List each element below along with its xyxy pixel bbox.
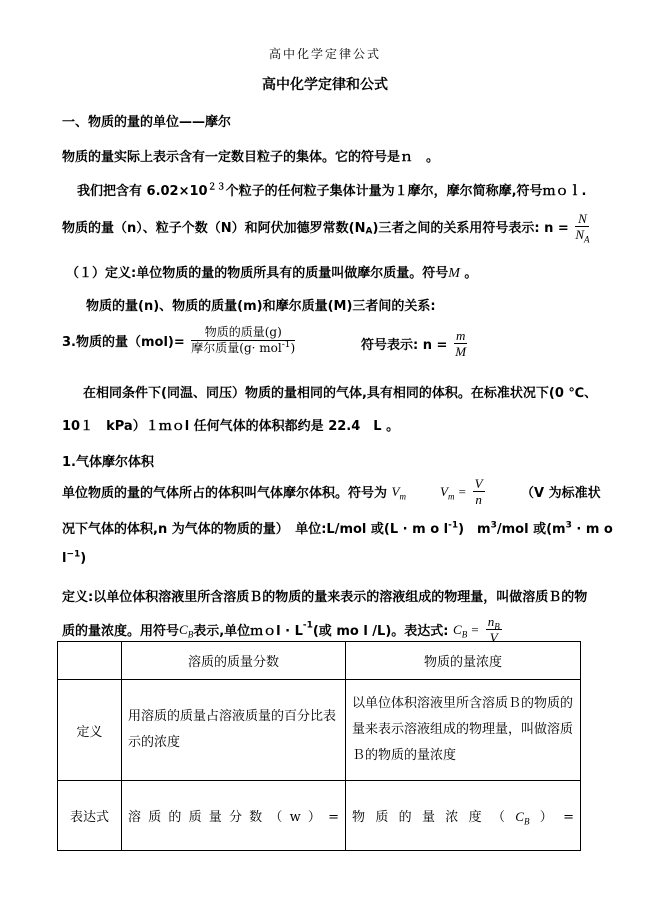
table-row-label: 表达式 (58, 781, 122, 851)
running-header: 高中化学定律公式 (268, 47, 381, 61)
paragraph-gas-volume-line1: 在相同条件下(同温、同压）物质的量相同的气体,具有相同的体积。在标准状况下(0 ℃、 (83, 386, 598, 401)
table-cell-concentration-expression: 物质的量浓度$(C_B)=$ (346, 781, 581, 851)
paragraph-gas-molar-volume-tail: （V 为标准状 (521, 486, 601, 501)
paragraph-amount-definition: 物质的量实际上表示含有一定数目粒子的集体。它的符号是ｎ 。 (62, 150, 440, 165)
table-cell-mass-fraction-expression: 溶质的质量分数（w）= (122, 781, 346, 851)
page-title: 高中化学定律和公式 (262, 77, 388, 93)
table-header-row (58, 642, 581, 680)
paragraph-concentration-definition-line2: 质的量浓度。用符号$C_B$表示,单位ｍｏl · $L^{-1}$(或 mo l /L)。表达式: $C_B$ = $\frac{n_B}{V}$ (62, 614, 500, 645)
table-header-cell-empty (58, 642, 122, 680)
table-row-definition (58, 680, 581, 781)
comparison-table (57, 641, 581, 851)
table-cell-mass-fraction-definition: 用溶质的质量占溶液质量的百分比表示的浓度 (122, 680, 346, 781)
table-row-label: 定义 (58, 680, 122, 781)
formula-vm: $V_m$ = $\frac{V}{n}$ (440, 476, 483, 507)
paragraph-gas-volume-line2: 10１ kPa）１ｍｏl 任何气体的体积都约是 22.4 L 。 (62, 419, 400, 434)
table-header-mass-fraction: 溶质的质量分数 (122, 642, 346, 680)
paragraph-vm-units: 况下气体的体积,n 为气体的物质的量） 单位:L/mol 或(L · m o $l^{-1}$) $m^3$/mol 或($m^3 \cdot m$ o (62, 520, 613, 537)
paragraph-particle-relation: 物质的量（n）、粒子个数（N）和阿伏加德罗常数$(N_A)$三者之间的关系用符号表示: n = $\frac{N}{N_A}$ (62, 211, 590, 245)
formula-m-over-M: $\frac{m}{M}$ (455, 328, 467, 359)
paragraph-vm-units-tail: $l^{-1}$) (62, 549, 87, 566)
paragraph-avogadro: 我们把含有 $6.02\times 10^{23}$个粒子的任何粒子集体计量为１摩尔，摩尔简称摩,符号ｍｏｌ. (77, 182, 587, 199)
paragraph-three-quantities: 物质的量(n)、物质的质量(m)和摩尔质量(M)三者间的关系: (86, 299, 436, 314)
paragraph-concentration-definition-line1: 定义:以单位体积溶液里所含溶质Ｂ的物质的量来表示的溶液组成的物理量，叫做溶质Ｂ的物 (62, 590, 588, 605)
paragraph-gas-molar-volume: 单位物质的量的气体所占的体积叫气体摩尔体积。符号为 $V_m$ (62, 483, 406, 502)
formula-mass-over-molar-mass: $\frac{\text{物质的质量(g)}}{摩尔质量(g\cdot mol^{-1})}$ (191, 325, 296, 355)
formula-line-symbolic: 符号表示: n = $\frac{m}{M}$ (361, 328, 467, 359)
formula-n-over-na: $\frac{N}{N_A}$ (575, 211, 590, 245)
table-header-molar-concentration: 物质的量浓度 (346, 642, 581, 680)
table-row-expression (58, 781, 581, 851)
section-heading-mole: 一、物质的量的单位——摩尔 (62, 115, 232, 130)
section-heading-gas-molar-volume: 1.气体摩尔体积 (62, 455, 154, 470)
formula-line-molar-mass: 3.物质的量（mol)= $\frac{\text{物质的质量(g)}}{摩尔质量(g\cdot mol^{-1})}$ (62, 325, 296, 355)
formula-cb: $\frac{n_B}{V}$ (487, 614, 500, 645)
table-cell-concentration-definition: 以单位体积溶液里所含溶质Ｂ的物质的量来表示溶液组成的物理量，叫做溶质Ｂ的物质的量浓度 (346, 680, 581, 781)
paragraph-molar-mass-definition: （１）定义:单位物质的量的物质所具有的质量叫做摩尔质量。符号M 。 (66, 266, 478, 281)
